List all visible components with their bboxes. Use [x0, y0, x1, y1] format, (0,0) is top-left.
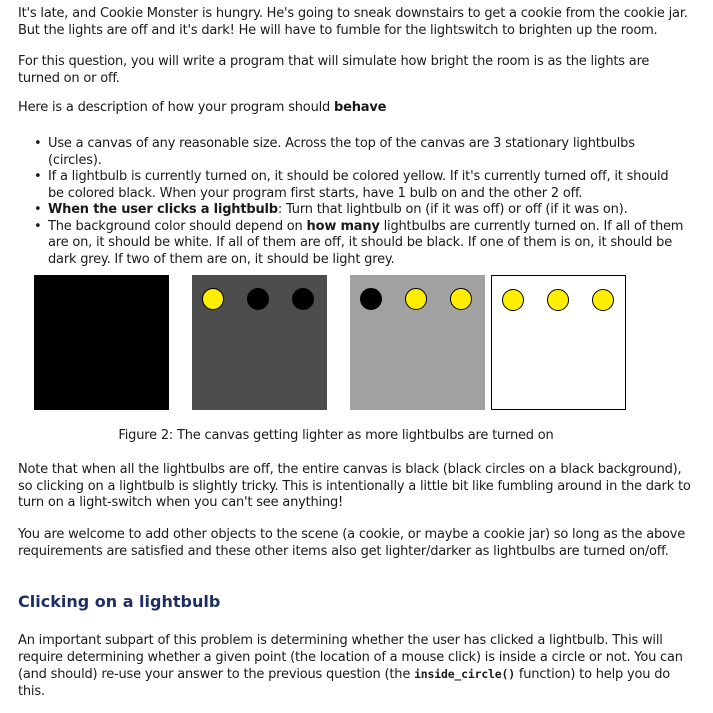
bullet-bold: When the user clicks a lightbulb: [48, 202, 278, 217]
lightbulb-off: [360, 288, 382, 310]
canvas-zero-on: [34, 275, 169, 410]
bullet-text: If a lightbulb is currently turned on, it should be colored yellow. If it's currently turned off, it should be colored black. When your program first starts, have 1 bulb on and the other 2 off.: [48, 169, 669, 201]
question-paragraph: For this question, you will write a program that will simulate how bright the room is as the lights are turned on or off.: [18, 54, 650, 86]
section-heading: Clicking on a lightbulb: [18, 592, 221, 611]
figure-caption: Figure 2: The canvas getting lighter as more lightbulbs are turned on: [118, 428, 554, 443]
bullet-icon: •: [34, 169, 42, 184]
lightbulb-on: [547, 289, 569, 311]
bullet-text: lightbulbs are currently turned on. If all of them are on, it should be white. If all of them are off, it should be black. If one of them is on, it should be dark grey. If two of them are on, it should be light grey.: [48, 218, 684, 267]
lightbulb-off: [247, 288, 269, 310]
lightbulb-on: [450, 288, 472, 310]
bullet-icon: •: [34, 136, 42, 151]
bullet-text: : Turn that lightbulb on (if it was off) or off (if it was on).: [277, 202, 628, 217]
bullet-click-behavior: [34, 202, 684, 219]
subpart-text-end: function) to help you do this.: [18, 667, 671, 699]
subpart-text: An important subpart of this problem is determining whether the user has clicked a lightbulb. This will require determining whether a given point (the location of a mouse click) is inside a circle or not. You can (and should) re-use your answer to the previous question (the: [18, 633, 683, 682]
bullet-canvas-size: [34, 136, 684, 169]
canvas-two-on: [350, 275, 485, 410]
behave-bold: behave: [334, 100, 387, 115]
canvas-three-on: [491, 275, 626, 410]
bullet-text: Use a canvas of any reasonable size. Across the top of the canvas are 3 stationary lightbulbs (circles).: [48, 136, 635, 168]
lightbulb-on: [592, 289, 614, 311]
lightbulb-on: [502, 289, 524, 311]
bullet-background-color: [34, 219, 684, 269]
bullet-bulb-colors: [34, 169, 684, 202]
canvas-one-on: [192, 275, 327, 410]
lightbulb-on: [405, 288, 427, 310]
bullet-bold: how many: [306, 218, 380, 234]
lightbulb-on: [202, 288, 224, 310]
inline-code: inside_circle(): [414, 667, 515, 681]
lightbulb-off: [292, 288, 314, 310]
requirements-list: [34, 136, 684, 268]
behave-text: Here is a description of how your program should: [18, 100, 334, 115]
note-paragraph: Note that when all the lightbulbs are off, the entire canvas is black (black circles on a black background), so clicking on a lightbulb is slightly tricky. This is intentionally a little bit like fumbling around in the dark to turn on a light-switch when you can't see anything!: [18, 462, 691, 510]
intro-paragraph: It's late, and Cookie Monster is hungry. He's going to sneak downstairs to get a cookie from the cookie jar. But the lights are off and it's dark! He will have to fumble for the lightswitch to brighten up the room.: [18, 6, 688, 38]
bullet-text: The background color should depend on: [48, 218, 307, 234]
welcome-paragraph: You are welcome to add other objects to the scene (a cookie, or maybe a cookie jar) so long as the above requirements are satisfied and these other items also get lighter/darker as lightbulbs are turned on/off.: [18, 527, 686, 559]
bullet-icon: •: [34, 218, 42, 234]
behave-paragraph: [18, 100, 694, 117]
subpart-paragraph: [18, 633, 694, 700]
bullet-icon: •: [34, 202, 42, 217]
